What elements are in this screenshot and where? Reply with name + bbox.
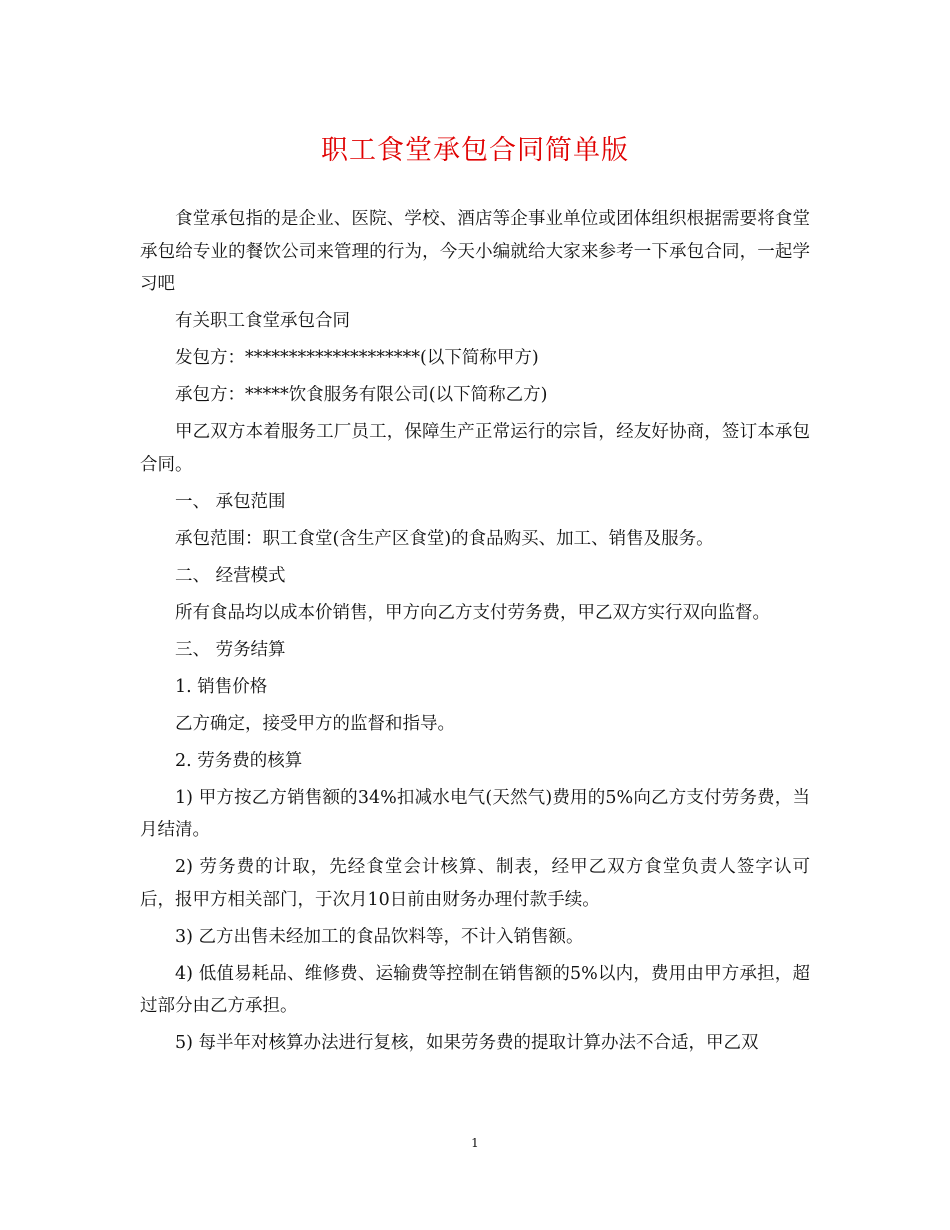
- scope-paragraph: 承包范围：职工食堂(含生产区食堂)的食品购买、加工、销售及服务。: [175, 528, 714, 549]
- subheading-sales-price: 1. 销售价格: [175, 676, 268, 697]
- document-body: [140, 203, 810, 1064]
- party-a-line: 发包方：********************(以下简称甲方): [175, 348, 539, 368]
- clause-2: 2) 劳务费的计取，先经食堂会计核算、制表，经甲乙双方食堂负责人签字认可后，报甲方相关部门，于次月10日前由财务办理付款手续。: [140, 857, 810, 910]
- contract-heading: 有关职工食堂承包合同: [175, 311, 350, 331]
- section-heading-scope: 一、 承包范围: [175, 491, 286, 512]
- clause-5: 5) 每半年对核算办法进行复核，如果劳务费的提取计算办法不合适，甲乙双: [175, 1033, 759, 1053]
- section-heading-mode: 二、 经营模式: [175, 565, 286, 586]
- mode-paragraph: 所有食品均以成本价销售，甲方向乙方支付劳务费，甲乙双方实行双向监督。: [175, 602, 770, 623]
- intro-paragraph: 食堂承包指的是企业、医院、学校、酒店等企事业单位或团体组织根据需要将食堂承包给专业的餐饮公司来管理的行为，今天小编就给大家来参考一下承包合同，一起学习吧: [140, 209, 810, 294]
- section-heading-settlement: 三、 劳务结算: [175, 639, 286, 660]
- purpose-paragraph: 甲乙双方本着服务工厂员工，保障生产正常运行的宗旨，经友好协商，签订本承包合同。: [140, 422, 810, 475]
- clause-4: 4) 低值易耗品、维修费、运输费等控制在销售额的5%以内，费用由甲方承担，超过部分由乙方承担。: [140, 963, 810, 1016]
- clause-1: 1) 甲方按乙方销售额的34%扣减水电气(天然气)费用的5%向乙方支付劳务费，当月结清。: [140, 787, 810, 840]
- sales-price-paragraph: 乙方确定，接受甲方的监督和指导。: [175, 713, 455, 734]
- clause-3: 3) 乙方出售未经加工的食品饮料等，不计入销售额。: [175, 926, 584, 947]
- subheading-fee-accounting: 2. 劳务费的核算: [175, 750, 303, 771]
- party-b-line: 承包方：*****饮食服务有限公司(以下简称乙方): [175, 385, 548, 405]
- page-number: 1: [471, 1136, 479, 1150]
- document-title: 职工食堂承包合同简单版: [321, 135, 629, 166]
